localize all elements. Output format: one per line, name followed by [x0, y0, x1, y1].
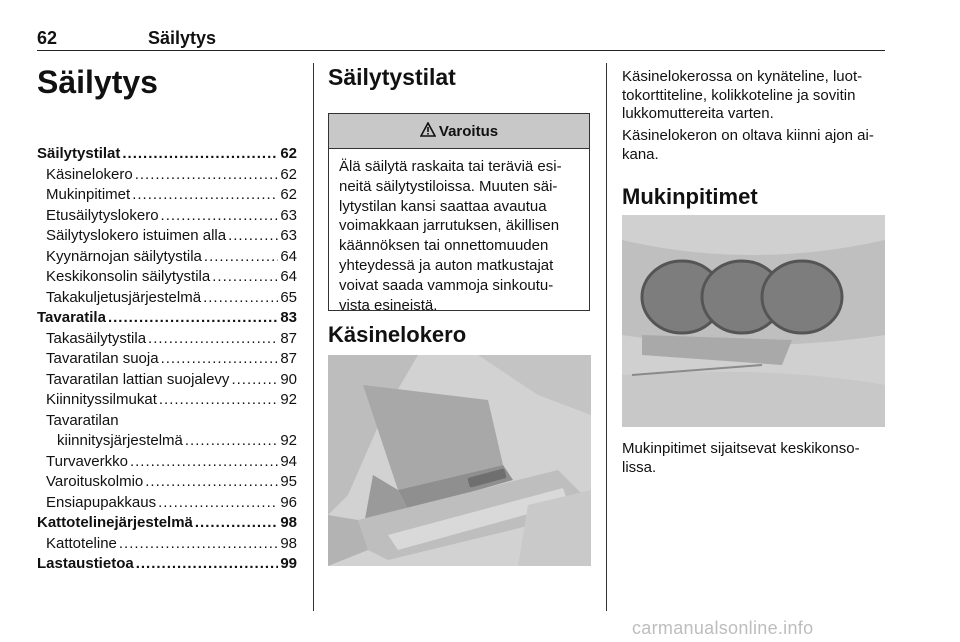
column-divider-left — [313, 63, 314, 611]
toc-entry-page: 90 — [280, 370, 297, 388]
toc-entry-title: Takasäilytystila — [46, 329, 147, 347]
toc-entry-title: kiinnitysjärjestelmä — [57, 432, 183, 449]
toc-entry-page: 63 — [280, 227, 297, 244]
toc-entry[interactable] — [37, 267, 297, 288]
toc-entry-page: 64 — [280, 268, 297, 285]
section-title: Säilytystilat — [328, 64, 456, 90]
glovebox-paragraph-1: Käsinelokerossa on kynäteline, luot-tokorttiteline, kolikkoteline ja sovitin lukkomuttereita varten. — [622, 68, 863, 122]
toc-entry-title: Lastaustietoa — [37, 555, 134, 572]
table-of-contents — [37, 144, 297, 575]
toc-entry[interactable] — [37, 247, 297, 268]
warning-box — [328, 113, 590, 314]
toc-entry[interactable] — [37, 329, 297, 350]
toc-entry[interactable] — [37, 513, 297, 534]
toc-entry-page: 96 — [280, 493, 297, 511]
toc-entry[interactable] — [37, 390, 297, 411]
toc-entry-page: 94 — [280, 452, 297, 470]
cupholders-paragraph: Mukinpitimet sijaitsevat keskikonso-lissa. — [622, 440, 860, 476]
toc-entry-title: Tavaratilan lattian suojalevy — [46, 370, 230, 388]
toc-entry[interactable] — [37, 534, 297, 555]
toc-entry-page: 87 — [280, 350, 297, 367]
toc-entry-page: 99 — [280, 555, 297, 572]
glovebox-illustration — [328, 355, 591, 566]
toc-entry-page: 63 — [280, 206, 297, 224]
running-section-title: Säilytys — [148, 28, 217, 48]
toc-entry[interactable] — [37, 349, 297, 370]
toc-entry-title: Takakuljetusjärjestelmä — [46, 288, 202, 306]
toc-entry[interactable] — [37, 554, 297, 575]
toc-entry[interactable] — [37, 472, 297, 493]
toc-entry-title: Ensiapupakkaus — [46, 493, 157, 511]
toc-entry[interactable] — [37, 308, 297, 329]
toc-entry-page: 87 — [280, 329, 297, 347]
toc-entry-title: Kattoteline — [46, 534, 117, 552]
toc-entry-title: Keskikonsolin säilytystila — [46, 268, 211, 285]
toc-entry[interactable] — [37, 431, 297, 452]
toc-entry-title-line1: Tavaratilan — [46, 411, 119, 429]
toc-entry-page: 98 — [280, 514, 297, 531]
toc-entry-title: Varoituskolmio — [46, 473, 144, 490]
toc-entry[interactable] — [37, 185, 297, 206]
glovebox-paragraph-2: Käsinelokeron on oltava kiinni ajon ai-kana. — [622, 127, 874, 163]
glovebox-heading: Käsinelokero — [328, 322, 467, 347]
toc-entry-page: 92 — [280, 391, 297, 408]
toc-entry[interactable] — [37, 206, 297, 227]
toc-entry[interactable] — [37, 144, 297, 165]
cupholders-heading: Mukinpitimet — [622, 184, 758, 209]
warning-triangle-icon — [420, 122, 436, 141]
toc-entry-page: 83 — [280, 309, 297, 326]
toc-entry-title: Tavaratilan suoja — [46, 350, 159, 367]
toc-entry-page: 92 — [280, 432, 297, 449]
toc-entry-title: Kattotelinejärjestelmä — [37, 514, 193, 531]
toc-entry-title: Etusäilytyslokero — [46, 206, 159, 224]
toc-entry[interactable] — [37, 370, 297, 391]
toc-entry-page: 95 — [280, 473, 297, 490]
toc-entry[interactable] — [37, 493, 297, 514]
cupholders-illustration — [622, 215, 885, 427]
toc-entry-title: Säilytystilat — [37, 145, 121, 162]
toc-entry-page: 62 — [280, 186, 297, 203]
warning-title: Varoitus — [438, 122, 499, 140]
toc-entry[interactable] — [37, 226, 297, 247]
toc-entry-title: Mukinpitimet — [46, 186, 131, 203]
toc-entry-page: 62 — [280, 165, 297, 183]
toc-entry-page: 62 — [280, 145, 297, 162]
toc-entry-page: 98 — [280, 534, 297, 552]
toc-entry-page: 64 — [280, 247, 297, 265]
toc-entry-title: Tavaratila — [37, 309, 106, 326]
toc-entry-title: Turvaverkko — [46, 452, 128, 470]
chapter-title: Säilytys — [37, 64, 158, 100]
toc-entry[interactable] — [37, 165, 297, 186]
warning-text: Älä säilytä raskaita tai teräviä esi-neitä säilytystiloissa. Muuten säi-lytystilan kansi saattaa avautua voimakkaan jarrutuksen, äkillisen käännöksen tai onnettomuuden yhteydessä ja auton matkustajat voivat saada vammoja sinkoutu-vista esineistä. — [339, 158, 562, 314]
page-number: 62 — [37, 28, 58, 48]
toc-entry[interactable] — [37, 288, 297, 309]
toc-entry-title: Käsinelokero — [46, 165, 133, 183]
warning-header — [329, 114, 589, 149]
watermark: carmanualsonline.info — [632, 618, 814, 638]
toc-entry[interactable] — [37, 452, 297, 473]
page-header — [37, 28, 885, 51]
toc-entry-title: Kiinnityssilmukat — [46, 391, 157, 408]
toc-entry-page: 65 — [280, 288, 297, 306]
column-divider-right — [606, 63, 607, 611]
toc-entry-title: Säilytyslokero istuimen alla — [46, 227, 227, 244]
toc-entry-title: Kyynärnojan säilytystila — [46, 247, 202, 265]
